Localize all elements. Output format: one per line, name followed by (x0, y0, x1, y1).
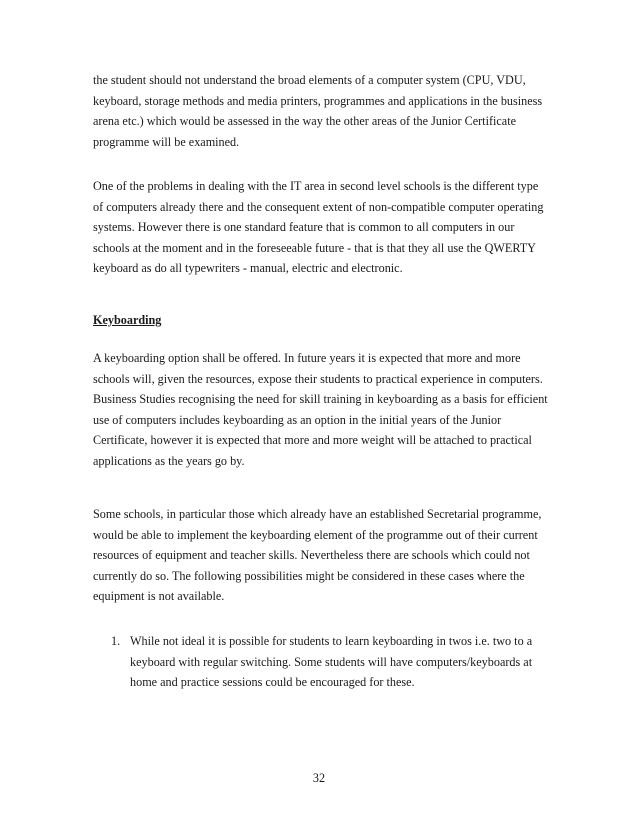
section-heading: Keyboarding (93, 313, 162, 327)
text-line: schools at the moment and in the foreseeable future - that is that they all use the QWERTY (93, 240, 536, 255)
text-line: programme will be examined. (93, 134, 240, 149)
paragraph-keyboarding-option (93, 348, 563, 472)
text-line: systems. However there is one standard feature that is common to all computers in our (93, 220, 515, 235)
text-line: use of computers includes keyboarding as an option in the initial years of the Junior (93, 412, 502, 427)
text-line: While not ideal it is possible for students to learn keyboarding in twos i.e. two to a (130, 634, 533, 648)
text-line: A keyboarding option shall be offered. In future years it is expected that more and more (93, 351, 521, 365)
page-number: 32 (312, 771, 326, 785)
text-line: of computers already there and the consequent extent of non-compatible computer operating (93, 199, 544, 214)
text-line: keyboard with regular switching. Some students will have computers/keyboards at (130, 654, 533, 669)
text-line: Business Studies recognising the need for skill training in keyboarding as a basis for efficient (93, 392, 548, 407)
text-line: keyboard as do all typewriters - manual, electric and electronic. (93, 261, 403, 276)
text-line: arena etc.) which would be assessed in the way the other areas of the Junior Certificate (93, 114, 517, 129)
text-line: schools will, given the resources, expose their students to practical experience in computers. (93, 371, 543, 386)
text-line: applications as the years go by. (93, 453, 245, 468)
text-line: Some schools, in particular those which already have an established Secretarial programme, (93, 507, 542, 521)
text-line: keyboard, storage methods and media printers, programmes and applications in the business (93, 93, 543, 108)
text-line: Certificate, however it is expected that more and more weight will be attached to practical (93, 433, 532, 448)
text-line: currently do so. The following possibilities might be considered in these cases where the (93, 568, 525, 583)
text-line: would be able to implement the keyboarding element of the programme out of their current (93, 527, 538, 542)
paragraph-secretarial-schools (93, 504, 563, 607)
text-line: equipment is not available. (93, 589, 225, 604)
text-line: the student should not understand the broad elements of a computer system (CPU, VDU, (93, 73, 526, 87)
list-item-text (130, 631, 570, 693)
text-line: home and practice sessions could be encouraged for these. (130, 675, 415, 690)
paragraph-computer-elements (93, 70, 563, 152)
text-line: resources of equipment and teacher skills. Nevertheless there are schools which could not (93, 548, 530, 563)
text-line: One of the problems in dealing with the IT area in second level schools is the different type (93, 179, 539, 193)
list-number: 1. (111, 634, 121, 648)
paragraph-it-problems (93, 176, 563, 279)
